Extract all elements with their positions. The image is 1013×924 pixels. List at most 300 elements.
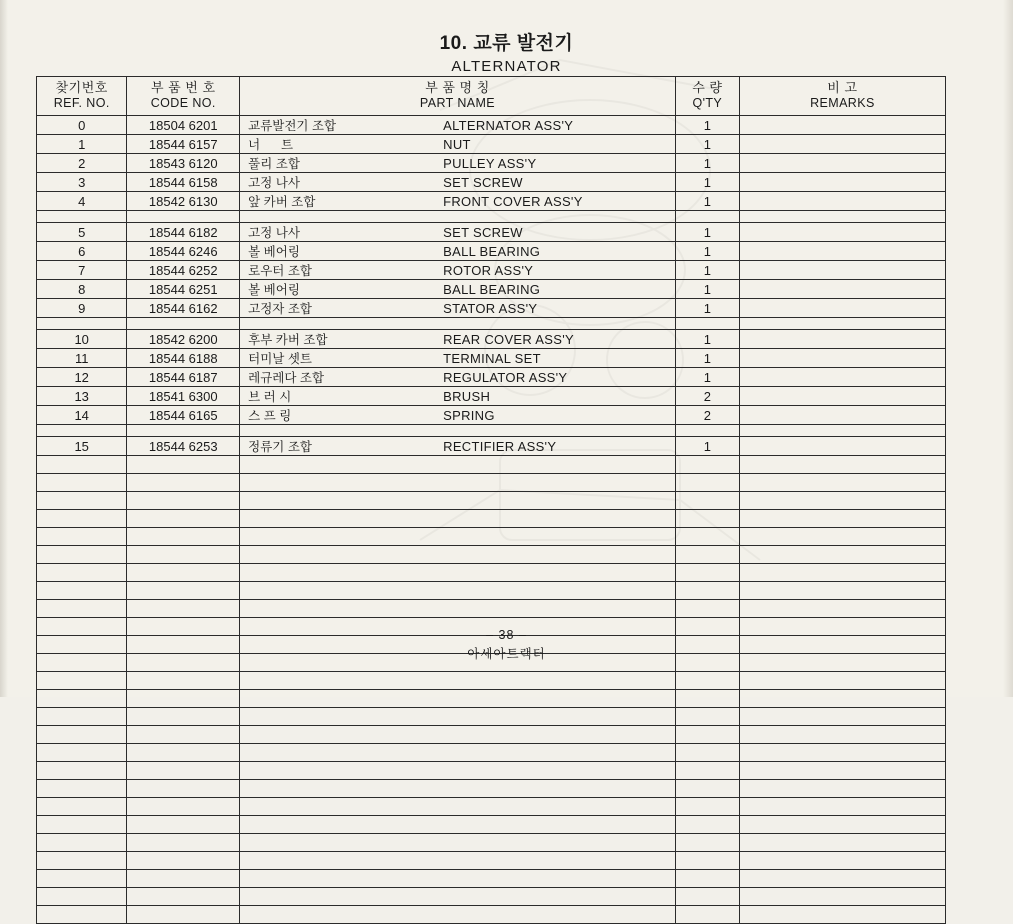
cell-code-no (127, 672, 240, 690)
cell-remarks (739, 834, 945, 852)
cell-remarks (739, 762, 945, 780)
cell-qty: 1 (675, 368, 739, 387)
cell-remarks (739, 280, 945, 299)
table-row (37, 744, 946, 762)
cell-ref-no: 14 (37, 406, 127, 425)
cell-qty: 1 (675, 437, 739, 456)
cell-part-name-en: ROTOR ASS'Y (443, 263, 534, 278)
cell-code-no (127, 474, 240, 492)
cell-ref-no: 15 (37, 437, 127, 456)
cell-part-name (240, 368, 676, 387)
cell-ref-no: 10 (37, 330, 127, 349)
cell-remarks (739, 154, 945, 173)
cell-ref-no (37, 816, 127, 834)
cell-part-name (240, 406, 676, 425)
cell-part-name-ko: 스 프 링 (248, 409, 292, 423)
cell-qty (675, 582, 739, 600)
cell-ref-no (37, 456, 127, 474)
cell-code-no: 18542 6200 (127, 330, 240, 349)
cell-code-no (127, 456, 240, 474)
cell-ref-no: 3 (37, 173, 127, 192)
cell-ref-no: 7 (37, 261, 127, 280)
cell-part-name (240, 762, 676, 780)
cell-ref-no (37, 888, 127, 906)
cell-part-name-ko: 너 트 (248, 138, 294, 152)
table-row (37, 726, 946, 744)
cell-code-no: 18544 6251 (127, 280, 240, 299)
cell-part-name-en: PULLEY ASS'Y (443, 156, 537, 171)
cell-qty (675, 744, 739, 762)
cell-qty: 1 (675, 349, 739, 368)
cell-part-name-ko: 고정 나사 (248, 226, 300, 240)
table-row (37, 582, 946, 600)
cell-qty (675, 546, 739, 564)
cell-remarks (739, 582, 945, 600)
cell-qty (675, 672, 739, 690)
table-row (37, 510, 946, 528)
page-footer (0, 628, 1013, 662)
spacer-cell (127, 318, 240, 330)
cell-remarks (739, 456, 945, 474)
cell-code-no (127, 798, 240, 816)
cell-qty (675, 906, 739, 924)
table-row (37, 564, 946, 582)
cell-code-no: 18504 6201 (127, 116, 240, 135)
cell-ref-no (37, 546, 127, 564)
table-row (37, 690, 946, 708)
page-title (0, 28, 1013, 75)
cell-code-no (127, 852, 240, 870)
cell-part-name-ko: 터미날 셋트 (248, 352, 312, 366)
cell-ref-no (37, 474, 127, 492)
cell-code-no: 18544 6162 (127, 299, 240, 318)
cell-part-name (240, 546, 676, 564)
cell-code-no (127, 816, 240, 834)
cell-part-name-en: SET SCREW (443, 175, 523, 190)
table-row (37, 173, 946, 192)
column-header-remarks-ko: 비 고 (827, 80, 858, 96)
cell-part-name-ko: 브 러 시 (248, 390, 292, 404)
cell-ref-no: 4 (37, 192, 127, 211)
column-header-code-no (127, 77, 240, 116)
cell-qty: 1 (675, 192, 739, 211)
cell-part-name-en: SET SCREW (443, 225, 523, 240)
cell-code-no (127, 546, 240, 564)
cell-qty (675, 816, 739, 834)
table-row (37, 762, 946, 780)
cell-part-name (240, 173, 676, 192)
section-number: 10. (439, 33, 468, 54)
cell-part-name (240, 870, 676, 888)
cell-qty (675, 708, 739, 726)
cell-ref-no: 9 (37, 299, 127, 318)
cell-remarks (739, 368, 945, 387)
page-edge-left (0, 0, 8, 697)
cell-remarks (739, 116, 945, 135)
cell-ref-no (37, 528, 127, 546)
cell-part-name (240, 135, 676, 154)
cell-part-name-ko: 볼 베어링 (248, 245, 300, 259)
cell-code-no: 18544 6253 (127, 437, 240, 456)
cell-qty (675, 870, 739, 888)
cell-remarks (739, 708, 945, 726)
cell-ref-no (37, 564, 127, 582)
cell-ref-no (37, 510, 127, 528)
page-number: – 38 – (486, 628, 527, 642)
table-group-spacer (37, 425, 946, 437)
cell-qty (675, 726, 739, 744)
cell-remarks (739, 870, 945, 888)
cell-part-name-en: BALL BEARING (443, 282, 541, 297)
cell-code-no (127, 726, 240, 744)
cell-part-name (240, 242, 676, 261)
cell-qty (675, 762, 739, 780)
cell-code-no (127, 762, 240, 780)
cell-code-no (127, 888, 240, 906)
cell-code-no: 18541 6300 (127, 387, 240, 406)
table-row (37, 387, 946, 406)
cell-part-name (240, 349, 676, 368)
cell-part-name (240, 798, 676, 816)
cell-part-name (240, 192, 676, 211)
cell-qty: 1 (675, 330, 739, 349)
cell-part-name-ko: 정류기 조합 (248, 440, 312, 454)
cell-ref-no (37, 492, 127, 510)
cell-ref-no (37, 690, 127, 708)
publisher-imprint: 아세아트랙터 (467, 647, 546, 661)
cell-qty (675, 834, 739, 852)
table-row (37, 852, 946, 870)
cell-remarks (739, 492, 945, 510)
cell-part-name (240, 154, 676, 173)
cell-ref-no (37, 762, 127, 780)
cell-code-no: 18543 6120 (127, 154, 240, 173)
cell-qty: 1 (675, 135, 739, 154)
spacer-cell (127, 211, 240, 223)
cell-part-name (240, 330, 676, 349)
cell-remarks (739, 600, 945, 618)
cell-ref-no (37, 708, 127, 726)
cell-ref-no: 8 (37, 280, 127, 299)
cell-qty: 1 (675, 280, 739, 299)
cell-part-name-ko: 볼 베어링 (248, 283, 300, 297)
cell-remarks (739, 816, 945, 834)
cell-part-name (240, 564, 676, 582)
column-header-part-name (240, 77, 676, 116)
cell-code-no (127, 564, 240, 582)
column-header-ref-no-en: REF. NO. (53, 96, 110, 111)
cell-code-no (127, 744, 240, 762)
table-header-row (37, 77, 946, 116)
spacer-cell (675, 211, 739, 223)
cell-remarks (739, 349, 945, 368)
cell-part-name-en: ALTERNATOR ASS'Y (443, 118, 574, 133)
cell-part-name-ko: 고정 나사 (248, 176, 300, 190)
cell-remarks (739, 852, 945, 870)
cell-part-name (240, 437, 676, 456)
cell-part-name (240, 888, 676, 906)
cell-qty: 1 (675, 261, 739, 280)
cell-remarks (739, 261, 945, 280)
cell-ref-no (37, 798, 127, 816)
cell-remarks (739, 672, 945, 690)
cell-part-name (240, 780, 676, 798)
cell-part-name (240, 387, 676, 406)
cell-part-name-ko: 풀리 조합 (248, 157, 300, 171)
table-body (37, 116, 946, 924)
cell-ref-no: 13 (37, 387, 127, 406)
cell-part-name (240, 816, 676, 834)
cell-part-name (240, 906, 676, 924)
table-row (37, 261, 946, 280)
cell-part-name (240, 456, 676, 474)
cell-remarks (739, 299, 945, 318)
cell-part-name-en: RECTIFIER ASS'Y (443, 439, 557, 454)
cell-qty: 2 (675, 387, 739, 406)
cell-remarks (739, 173, 945, 192)
cell-ref-no (37, 780, 127, 798)
cell-code-no: 18544 6182 (127, 223, 240, 242)
cell-qty (675, 492, 739, 510)
table-row (37, 780, 946, 798)
cell-code-no: 18544 6187 (127, 368, 240, 387)
cell-remarks (739, 546, 945, 564)
cell-ref-no: 0 (37, 116, 127, 135)
cell-code-no: 18544 6157 (127, 135, 240, 154)
cell-ref-no: 1 (37, 135, 127, 154)
spacer-cell (37, 318, 127, 330)
cell-part-name (240, 852, 676, 870)
table-row (37, 437, 946, 456)
cell-code-no (127, 492, 240, 510)
cell-part-name (240, 744, 676, 762)
cell-code-no (127, 906, 240, 924)
cell-remarks (739, 437, 945, 456)
spacer-cell (739, 318, 945, 330)
table-row (37, 474, 946, 492)
cell-code-no (127, 600, 240, 618)
column-header-part-name-en: PART NAME (419, 96, 496, 111)
table-row (37, 135, 946, 154)
cell-qty (675, 888, 739, 906)
column-header-ref-no-ko: 찾기번호 (55, 80, 108, 96)
spacer-cell (240, 425, 676, 437)
table-row (37, 406, 946, 425)
table-row (37, 330, 946, 349)
table-row (37, 368, 946, 387)
cell-part-name (240, 528, 676, 546)
cell-part-name-en: NUT (443, 137, 471, 152)
cell-part-name (240, 672, 676, 690)
cell-qty (675, 852, 739, 870)
cell-code-no: 18544 6252 (127, 261, 240, 280)
cell-part-name (240, 116, 676, 135)
cell-remarks (739, 192, 945, 211)
cell-part-name (240, 223, 676, 242)
table-row (37, 154, 946, 173)
cell-part-name-ko: 고정자 조합 (248, 302, 312, 316)
table-header (37, 77, 946, 116)
cell-remarks (739, 564, 945, 582)
cell-qty (675, 798, 739, 816)
spacer-cell (127, 425, 240, 437)
table-row (37, 223, 946, 242)
cell-code-no (127, 834, 240, 852)
column-header-remarks-en: REMARKS (810, 96, 875, 111)
table-row (37, 906, 946, 924)
table-row (37, 708, 946, 726)
cell-remarks (739, 798, 945, 816)
title-korean (0, 28, 1013, 55)
page-edge-right (1003, 0, 1013, 697)
column-header-qty-ko: 수 량 (692, 80, 723, 96)
cell-remarks (739, 906, 945, 924)
cell-part-name-en: TERMINAL SET (443, 351, 541, 366)
column-header-code-no-ko: 부 품 번 호 (150, 80, 216, 96)
cell-remarks (739, 474, 945, 492)
table-row (37, 280, 946, 299)
cell-part-name (240, 261, 676, 280)
cell-part-name (240, 280, 676, 299)
cell-part-name-en: BRUSH (443, 389, 491, 404)
cell-part-name-ko: 교류발전기 조합 (248, 119, 337, 133)
cell-code-no: 18542 6130 (127, 192, 240, 211)
cell-ref-no (37, 834, 127, 852)
cell-remarks (739, 510, 945, 528)
cell-part-name-en: STATOR ASS'Y (443, 301, 538, 316)
cell-remarks (739, 888, 945, 906)
cell-ref-no: 11 (37, 349, 127, 368)
cell-ref-no (37, 582, 127, 600)
column-header-part-name-ko: 부 품 명 칭 (425, 80, 490, 96)
cell-part-name-ko: 앞 카버 조합 (248, 195, 316, 209)
column-header-remarks (739, 77, 945, 116)
cell-qty (675, 690, 739, 708)
cell-code-no (127, 528, 240, 546)
cell-ref-no: 12 (37, 368, 127, 387)
spacer-cell (675, 425, 739, 437)
spacer-cell (37, 425, 127, 437)
cell-qty: 1 (675, 173, 739, 192)
cell-ref-no: 5 (37, 223, 127, 242)
cell-qty (675, 474, 739, 492)
cell-qty: 1 (675, 154, 739, 173)
cell-qty: 1 (675, 299, 739, 318)
table-row (37, 192, 946, 211)
table-row (37, 798, 946, 816)
cell-part-name (240, 474, 676, 492)
cell-part-name-en: SPRING (443, 408, 495, 423)
table-row (37, 349, 946, 368)
cell-part-name (240, 510, 676, 528)
column-header-qty (675, 77, 739, 116)
cell-code-no (127, 780, 240, 798)
cell-part-name (240, 726, 676, 744)
cell-part-name (240, 582, 676, 600)
table-row (37, 456, 946, 474)
cell-qty (675, 510, 739, 528)
cell-part-name (240, 834, 676, 852)
cell-qty: 1 (675, 242, 739, 261)
cell-remarks (739, 135, 945, 154)
cell-part-name (240, 600, 676, 618)
cell-qty: 1 (675, 223, 739, 242)
cell-part-name-ko: 로우터 조합 (248, 264, 312, 278)
table-group-spacer (37, 318, 946, 330)
cell-qty (675, 528, 739, 546)
cell-ref-no: 2 (37, 154, 127, 173)
cell-part-name (240, 690, 676, 708)
table-row (37, 546, 946, 564)
cell-remarks (739, 744, 945, 762)
cell-code-no (127, 510, 240, 528)
cell-code-no: 18544 6158 (127, 173, 240, 192)
cell-qty (675, 564, 739, 582)
cell-qty: 2 (675, 406, 739, 425)
cell-code-no (127, 708, 240, 726)
cell-ref-no (37, 672, 127, 690)
spacer-cell (240, 318, 676, 330)
cell-remarks (739, 690, 945, 708)
spacer-cell (240, 211, 676, 223)
cell-ref-no (37, 906, 127, 924)
cell-code-no (127, 690, 240, 708)
spacer-cell (675, 318, 739, 330)
cell-part-name (240, 492, 676, 510)
cell-remarks (739, 242, 945, 261)
table-group-spacer (37, 211, 946, 223)
table-row (37, 816, 946, 834)
cell-qty: 1 (675, 116, 739, 135)
table-row (37, 116, 946, 135)
cell-ref-no: 6 (37, 242, 127, 261)
cell-part-name-en: BALL BEARING (443, 244, 541, 259)
cell-part-name (240, 299, 676, 318)
table-row (37, 672, 946, 690)
cell-part-name-en: REGULATOR ASS'Y (443, 370, 568, 385)
table-row (37, 299, 946, 318)
cell-code-no: 18544 6246 (127, 242, 240, 261)
cell-remarks (739, 223, 945, 242)
cell-ref-no (37, 870, 127, 888)
column-header-qty-en: Q'TY (692, 96, 723, 111)
table-row (37, 870, 946, 888)
table-row (37, 888, 946, 906)
cell-part-name (240, 708, 676, 726)
cell-code-no: 18544 6188 (127, 349, 240, 368)
cell-code-no (127, 870, 240, 888)
cell-ref-no (37, 726, 127, 744)
cell-ref-no (37, 600, 127, 618)
parts-table (36, 76, 946, 924)
title-english: ALTERNATOR (451, 58, 562, 75)
cell-part-name-en: FRONT COVER ASS'Y (443, 194, 583, 209)
column-header-code-no-en: CODE NO. (150, 96, 216, 111)
cell-code-no (127, 582, 240, 600)
cell-remarks (739, 780, 945, 798)
table-row (37, 528, 946, 546)
column-header-ref-no (37, 77, 127, 116)
cell-part-name-ko: 레규레다 조합 (248, 371, 325, 385)
spacer-cell (739, 425, 945, 437)
table-row (37, 492, 946, 510)
cell-remarks (739, 726, 945, 744)
table-row (37, 242, 946, 261)
cell-remarks (739, 528, 945, 546)
title-korean-text: 교류 발전기 (473, 33, 574, 54)
cell-part-name-en: REAR COVER ASS'Y (443, 332, 574, 347)
cell-part-name-ko: 후부 카버 조합 (248, 333, 328, 347)
